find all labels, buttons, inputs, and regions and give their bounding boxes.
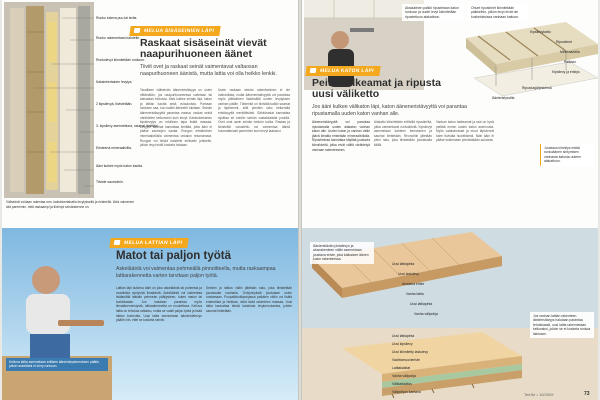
body-col-ceiling-2: Alakatto kiinnitetään erillisillä ripustimilla, jotka vaimentavat runkoääntä. Kipsilevyt asennetaan kahteen kerrokseen ja saumat limitetään. Reunoihin jätetään pieni rako, joka tiivistetään joustavalla kitillä.	[374, 120, 432, 147]
upper-label-2: Uusi lastulevy	[398, 272, 419, 276]
lead-ceiling: Jos ääni kulkee välikaton läpi, katon ääneneristävyyttä voi parantaa ripustamalla uuden katon vanhan alle.	[312, 104, 467, 117]
left-page	[2, 0, 298, 400]
lead-floor: Askelääntä voi vaimentaa pehmeällä pinnoitteella, mutta raskaampaa lattiarakennetta varten tarvitaan paljon työtä.	[116, 266, 276, 279]
body-col-floor-2: Seinien ja lattian väliin jätetään rako, joka tiivistetään joustavalla nauhalla. Ovikynnyksiä joudutaan usein nostamaan. Puupalkkivälipohjassa palkkien väliin voi lisätä eristevillaa ja hiekkaa, mikä lisää rakenteen massaa. Uusi lattia kannattaa tehdä kahdesta levykerroksesta, joiden saumat limitetään.	[206, 286, 292, 313]
section-tag-walls: MELUA SISÄSEINIEN LÄPI	[129, 26, 220, 36]
lower-label-4: Vaahtomuovieriste	[392, 358, 420, 362]
lower-label-6: Vanha välipohja	[392, 374, 416, 378]
upper-label-3: Alustava eriste	[402, 282, 425, 286]
headline-floor: Matot tai paljon työtä	[116, 250, 231, 262]
wall-label-1: Runko tukeva puu tai teräs.	[96, 16, 138, 20]
section-tag-floor: MELUA LATTIAN LÄPI	[109, 238, 189, 248]
section-tag-ceiling: MELUA KATON LÄPI	[305, 66, 380, 76]
floor-section-right	[302, 228, 598, 400]
wall-label-4: Kaksinkertainen levytys.	[96, 80, 133, 84]
page-number: 73	[584, 391, 590, 397]
footer-magazine: TeeSe • 10/2009	[524, 392, 554, 397]
ceiling-label-7: Äänieristysvilla	[492, 96, 515, 100]
body-col-floor-1: Lattian läpi kulkeva ääni on joko askelääntä tai puheesta ja musiikista syntyvää ilmaääntä. Askelääntä voi vaimentaa lisäämällä lattialle pehmeän päällysteen, kuten maton tai korkkilaatan. Jos halutaan parantaa myös ilmaääneneristystä, lattiarakennetta on muutettava. Kelluva lattia on tehokas ratkaisu, mutta se vaatii paljon työtä ja lisää lattian korkeutta. Uusi lattia asennetaan äänieristelevyn päälle niin, ettei se kosketa seiniin.	[116, 286, 202, 323]
body-col-ceiling-3: Vanhan katon halkeamat ja raot on hyvä peittää ennen uuden katon asennusta. Myös valaisinrasiat ja muut läpiviennit tulee tiivistää huolellisesti. Näin ääni ei pääse kulkemaan pienistäkään aukoista.	[436, 120, 494, 143]
body-col-walls-2: Usein raskaan seinän rakentaminen ei ole mahdollista, mutta ääneneristävyyttä voi parantaa myös jälkikäteen lisäämällä uuden levytyksen vanhan päälle. Tärkeintä on tiivistää kaikki saumat ja läpiviennit, sillä pienikin rako heikentää eristävyyttä merkittävästi. Sähkörasiat kannattaa sijoittaa eri kohtiin seinän vastakkaisilla puolilla. Ovet ovat usein seinän heikoin kohta. Raskas ja tiivisteillä varustettu ovi vaimentaa ääntä huomattavasti paremmin kuin kevyt laakaovi.	[218, 88, 290, 134]
body-col-ceiling-1: Ääneneristävyyttä voi parantaa ripustamalla uuden alakaton vanhan katon alle. Uuden katon ja vanhan väliin jäävä ilmatila eristetään mineraalivillalla. Ripustimissa kannattaa käyttää joustavia kiinnikkeitä, jotka eivät välitä värähtelyä vanhaan rakenteeseen.	[312, 120, 370, 152]
ceiling-label-4: Palkisto	[564, 60, 576, 64]
headline-ceiling: Peitä halkeamat ja ripusta uusi väliketto	[312, 77, 441, 101]
wall-label-5: 2 kipsilevyä, tiivistetään.	[96, 102, 133, 106]
upper-label-6: Vanha välipohja	[414, 312, 438, 316]
wall-section	[2, 0, 298, 228]
wall-label-7: Eristeenä mineraalivilla.	[96, 146, 132, 150]
ceiling-sidenote: Joustava kiinnitys estää runkoäänen siirtymisen vanhasta katosta uuteen alakattoon.	[540, 144, 594, 166]
wall-label-2: Runko rakennetaan kahdelle.	[96, 36, 141, 40]
wall-illustration	[4, 2, 94, 198]
wall-label-9: Tiiviste saumoihin.	[96, 180, 124, 184]
ceiling-label-3: Mineraalivilla	[560, 50, 580, 54]
lower-label-2: Uusi kipsilevy	[392, 342, 413, 346]
ceiling-section	[302, 0, 598, 228]
ceiling-label-6: Ripustusjärjestelmä	[522, 86, 552, 90]
wall-label-6: 3. kipsilevy asennettuna, saumat limittäin.	[96, 124, 159, 128]
ceiling-label-5: Kipsilevy ja eristys	[552, 70, 580, 74]
headline-walls: Raskaat sisäseinät vievät naapurihuoneen äänet	[140, 37, 267, 61]
floor-photo-caption: Kelluva lattia asennetaan erillisen äänieristyskerroksen päälle, jolloin askelääni ei siirry runkoon.	[6, 358, 108, 371]
wall-caption: Väliseinät voidaan rakentaa mm. kaksinkertaisella levytyksellä ja eristeellä. Ääni vaimenee sitä paremmin, mitä raskaampi ja tiiviimpi seinärakenne on.	[6, 200, 134, 209]
lower-label-3: Uusi kiinnitetty lastulevy	[392, 350, 428, 354]
body-col-walls-1: Tavallisen väliseinän ääneneristävyys on usein riittämätön, jos naapurihuoneessa soitetaan tai katsotaan elokuvia. Ääni kulkee seinän läpi, katon ja lattian kautta sekä oviaukoista. Parhaan tuloksen saa, kun kaikki äänireitit tukitaan. Seinän ääneneristävyyttä parantaa massa: raskas seinä värähtelee heikommin kuin kevyt. Kaksinkertainen kipsilevytys on edullinen tapa lisätä massaa. Levyjen saumat kannattaa limittää, jotta ääni ei pääse saumojen kautta. Rungon eristäminen mineraalivillalla vaimentaa onkalon resonanssia. Rungon voi tehdä kahdelle erilliselle johteelle, jolloin levyt eivät kosketa toisiaan.	[140, 88, 212, 148]
ceiling-label-2: Ripustimet	[556, 40, 573, 44]
lower-label-8: Välipohjan kantava	[392, 390, 421, 394]
lower-label-7: Välikaistoitus	[392, 382, 412, 386]
upper-label-5: Uusi lattiapinta	[410, 302, 433, 306]
floor-overlay-note: Äänieristävän pintalevyn ja alusrakenteen väliin asennetaan joustava eriste, joka katkaisee äänen kulun rakenteessa.	[310, 242, 374, 264]
ceiling-callout-left: Aksiaalinen palkki ripustetaan katon runkoon ja uudet levyt kiinnitetään ripustettuun alakattoon.	[402, 4, 464, 21]
wall-label-3: Runkolevyt kiinnitetään runkoon.	[96, 58, 146, 62]
ceiling-label-1: Kipsilevykatto	[530, 30, 551, 34]
lower-label-1: Uusi lattiapinta	[392, 334, 415, 338]
floor-section-left	[2, 228, 298, 400]
wall-label-8: Ääni kulkee myös katon kautta.	[96, 164, 143, 168]
lead-walls: Tiiviit ovet ja raskaat seinät vaimentavat valtaosan naapurihuoneen äänistä, mutta lattia voi olla heikko lenkki.	[140, 64, 277, 77]
floor-lower-note: Jos vanhan lattian rakenteen äänieristävyys halutaan parantaa tehokkaasti, uusi lattia rakennetaan kelluvaksi, jolloin se ei kosketa runkoa lainkaan.	[530, 312, 594, 338]
upper-label-1: Uusi lattiapinta	[392, 262, 415, 266]
upper-label-4: Vanha lattia	[406, 292, 424, 296]
right-page	[302, 0, 598, 400]
ceiling-callout-right: Ohuet ripustimet kiinnitetään palkkeihin, jolloin levyt eivät ole kosketuksissa vanhaan kattoon.	[468, 4, 528, 21]
lower-label-5: Lattiakaistat	[392, 366, 411, 370]
